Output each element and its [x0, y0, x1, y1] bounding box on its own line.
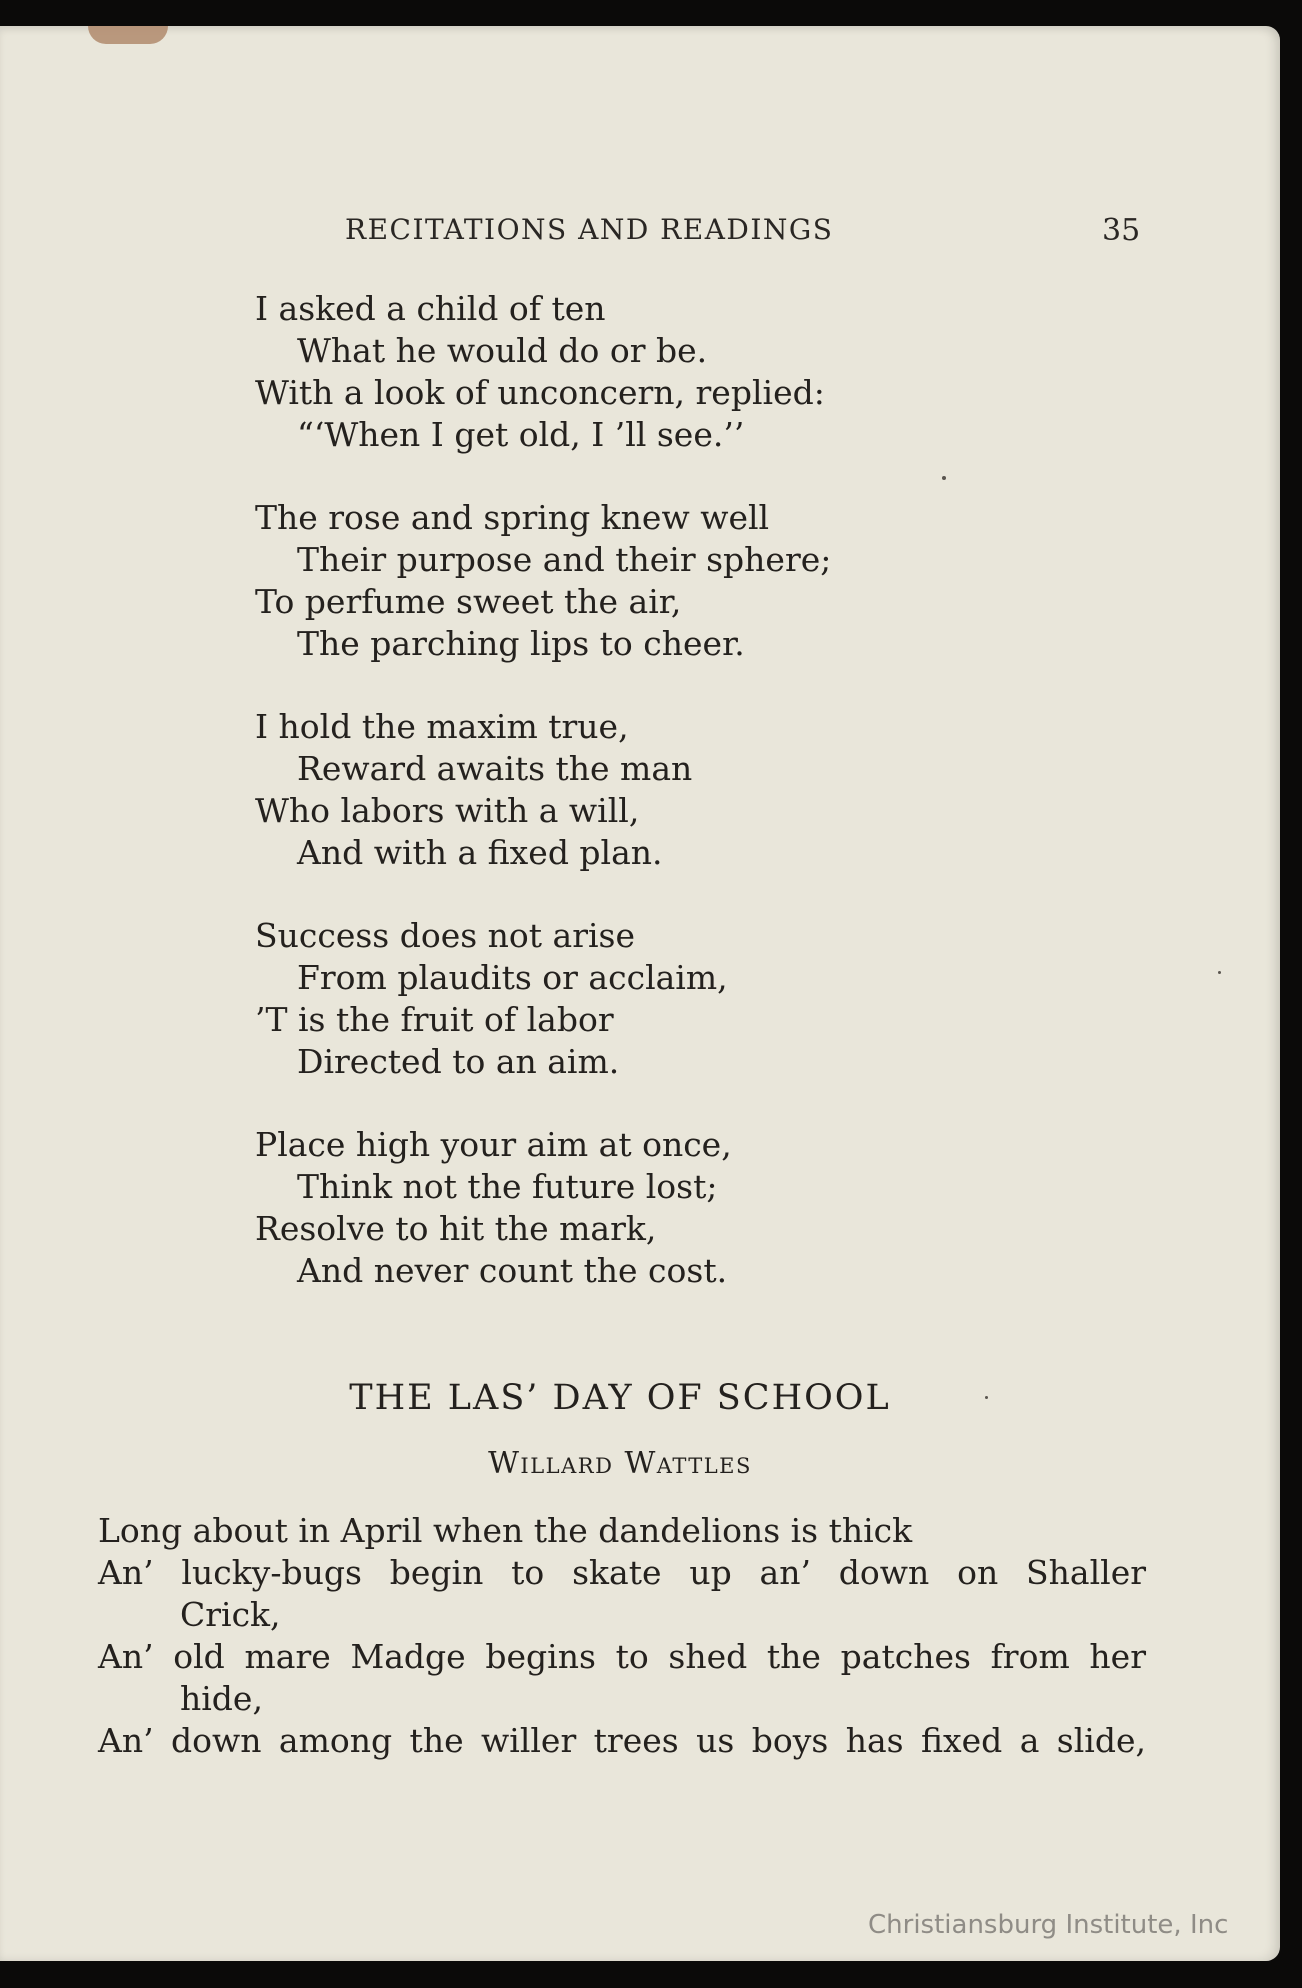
- stanza: [255, 706, 831, 874]
- poem-line: What he would do or be.: [297, 331, 708, 370]
- poem: [255, 288, 831, 1333]
- paper-speck: [942, 476, 946, 480]
- stanza: [255, 288, 831, 456]
- poem-line: I asked a child of ten: [255, 289, 606, 328]
- poem-line: From plaudits or acclaim,: [297, 958, 728, 997]
- page-number: 35: [1102, 213, 1141, 248]
- poem-line: I hold the maxim true,: [255, 707, 629, 746]
- tape-mark: [88, 26, 168, 44]
- piece-text: [98, 1510, 1146, 1762]
- poem-line: And never count the cost.: [297, 1251, 728, 1290]
- page-header: [0, 213, 1280, 253]
- text-line: An’ lucky-bugs begin to skate up an’ down on Shaller: [98, 1553, 1146, 1592]
- poem-line: ’T is the fruit of labor: [255, 1000, 614, 1039]
- poem-line: With a look of unconcern, replied:: [255, 373, 825, 412]
- book-page: [0, 26, 1280, 1961]
- text-line: Long about in April when the dandelions is thick: [98, 1511, 913, 1550]
- poem-line: The rose and spring knew well: [255, 498, 770, 537]
- text-line: An’ down among the willer trees us boys has fixed a slide,: [98, 1721, 1146, 1760]
- poem-line: Who labors with a will,: [255, 791, 640, 830]
- stanza: [255, 497, 831, 665]
- poem-line: The parching lips to cheer.: [297, 624, 745, 663]
- text-line: An’ old mare Madge begins to shed the patches from her: [98, 1637, 1146, 1676]
- stanza: [255, 915, 831, 1083]
- piece-author: Willard Wattles: [488, 1446, 752, 1481]
- paper-speck: [1218, 971, 1221, 974]
- watermark: Christiansburg Institute, Inc: [868, 1910, 1229, 1940]
- poem-line: Reward awaits the man: [297, 749, 693, 788]
- poem-line: Their purpose and their sphere;: [297, 540, 832, 579]
- stanza: [255, 1124, 831, 1292]
- text-line: hide,: [180, 1679, 263, 1718]
- poem-line: Think not the future lost;: [297, 1167, 718, 1206]
- running-head: RECITATIONS AND READINGS: [345, 213, 834, 246]
- paper-speck: [985, 1396, 988, 1399]
- poem-line: Success does not arise: [255, 916, 635, 955]
- text-line: Crick,: [180, 1595, 281, 1634]
- poem-line: To perfume sweet the air,: [255, 582, 682, 621]
- poem-line: Resolve to hit the mark,: [255, 1209, 657, 1248]
- poem-line: “‘When I get old, I ’ll see.’’: [297, 415, 745, 454]
- piece-title: THE LAS’ DAY OF SCHOOL: [349, 1378, 891, 1418]
- poem-line: Place high your aim at once,: [255, 1125, 732, 1164]
- poem-line: And with a fixed plan.: [297, 833, 663, 872]
- poem-line: Directed to an aim.: [297, 1042, 620, 1081]
